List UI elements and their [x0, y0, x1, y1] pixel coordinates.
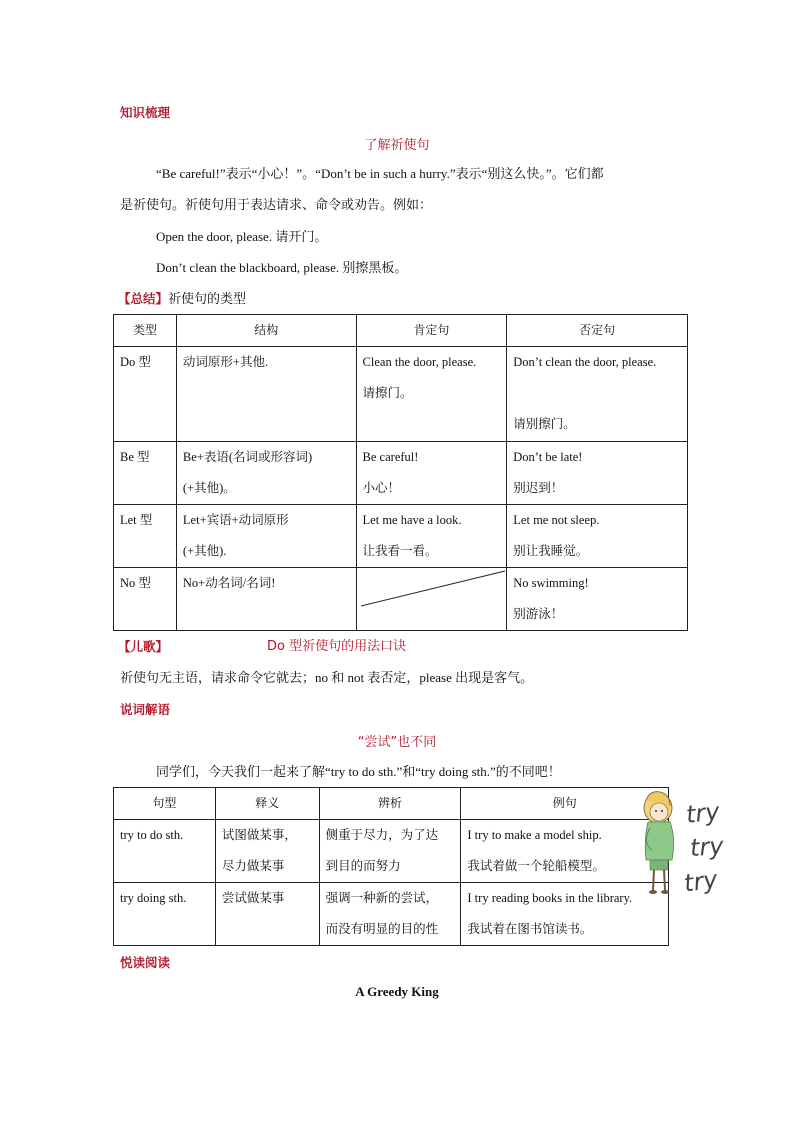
table-row [114, 347, 688, 442]
header-example: 例句 [461, 788, 669, 820]
try-word: try [689, 831, 725, 863]
cell-type: Let 型 [114, 505, 177, 568]
summary-text: 祈使句的类型 [168, 291, 247, 306]
table-row [114, 505, 688, 568]
summary-label [118, 289, 246, 309]
header-negative: 否定句 [507, 315, 688, 347]
cell-example: I try reading books in the library. 我试着在图书馆读书。 [461, 883, 669, 946]
imperative-types-table [113, 314, 688, 631]
table-header-row [114, 788, 669, 820]
header-pattern: 句型 [114, 788, 216, 820]
rhyme-title: Do 型祈使句的用法口诀 [267, 639, 407, 654]
table-row [114, 442, 688, 505]
diagonal-slash [357, 568, 508, 631]
cell-structure: No+动名词/名词! [176, 568, 356, 631]
table-row [114, 820, 669, 883]
cell-negative: Don’t be late! 别迟到！ [507, 442, 688, 505]
cell-structure: 动词原形+其他. [176, 347, 356, 442]
cell-negative: No swimming! 别游泳！ [507, 568, 688, 631]
rhyme-text: 祈使句无主语，请求命令它就去；no 和 not 表否定，please 出现是客气。 [120, 670, 534, 685]
table-row [114, 883, 669, 946]
section-heading-knowledge: 知识梳理 [120, 105, 171, 120]
cell-structure: Let+宾语+动词原形 (+其他). [176, 505, 356, 568]
cell-structure: Be+表语(名词或形容词) (+其他)。 [176, 442, 356, 505]
cell-analysis: 强调一种新的尝试， 而没有明显的目的性 [319, 883, 461, 946]
cell-type: Be 型 [114, 442, 177, 505]
cell-analysis: 侧重于尽力，为了达 到目的而努力 [319, 820, 461, 883]
try-word: try [682, 865, 720, 898]
example-sentence-1: Open the door, please. 请开门。 [156, 229, 328, 244]
topic-title-try: “尝试”也不同 [357, 735, 437, 750]
try-comparison-table [113, 787, 669, 946]
cell-positive-empty [356, 568, 507, 631]
table-header-row [114, 315, 688, 347]
cell-type: No 型 [114, 568, 177, 631]
try-word: try [684, 797, 721, 829]
header-meaning: 释义 [215, 788, 319, 820]
cell-meaning: 试图做某事， 尽力做某事 [215, 820, 319, 883]
try-intro: 同学们，今天我们一起来了解“try to do sth.”和“try doing sth.”的不同吧！ [156, 764, 561, 779]
example-sentence-2: Don’t clean the blackboard, please. 别擦黑板。 [156, 260, 408, 275]
summary-tag: 【总结】 [118, 291, 169, 306]
header-analysis: 辨析 [319, 788, 461, 820]
cell-pattern: try doing sth. [114, 883, 216, 946]
paragraph-line-2: 是祈使句。祈使句用于表达请求、命令或劝告。例如： [120, 197, 433, 212]
cell-negative: Let me not sleep. 别让我睡觉。 [507, 505, 688, 568]
cell-positive: Let me have a look. 让我看一看。 [356, 505, 507, 568]
topic-title-imperative: 了解祈使句 [364, 138, 430, 153]
cell-pattern: try to do sth. [114, 820, 216, 883]
cell-positive: Be careful! 小心！ [356, 442, 507, 505]
header-positive: 肯定句 [356, 315, 507, 347]
section-heading-words: 说词解语 [120, 702, 171, 717]
header-type: 类型 [114, 315, 177, 347]
table-row [114, 568, 688, 631]
story-title: A Greedy King [355, 984, 439, 999]
cell-type: Do 型 [114, 347, 177, 442]
try-handwriting [682, 796, 725, 898]
cell-example: I try to make a model ship. 我试着做一个轮船模型。 [461, 820, 669, 883]
rhyme-tag: 【儿歌】 [118, 639, 169, 654]
cell-meaning: 尝试做某事 [215, 883, 319, 946]
cell-positive: Clean the door, please. 请擦门。 [356, 347, 507, 442]
paragraph-line-1: “Be careful!”表示“小心！”。“Don’t be in such a hurry.”表示“别这么快。”。它们都 [156, 166, 604, 181]
rhyme-header [118, 637, 168, 657]
cell-negative: Don’t clean the door, please. 请别擦门。 [507, 347, 688, 442]
section-heading-reading: 悦读阅读 [120, 955, 171, 970]
header-structure: 结构 [176, 315, 356, 347]
